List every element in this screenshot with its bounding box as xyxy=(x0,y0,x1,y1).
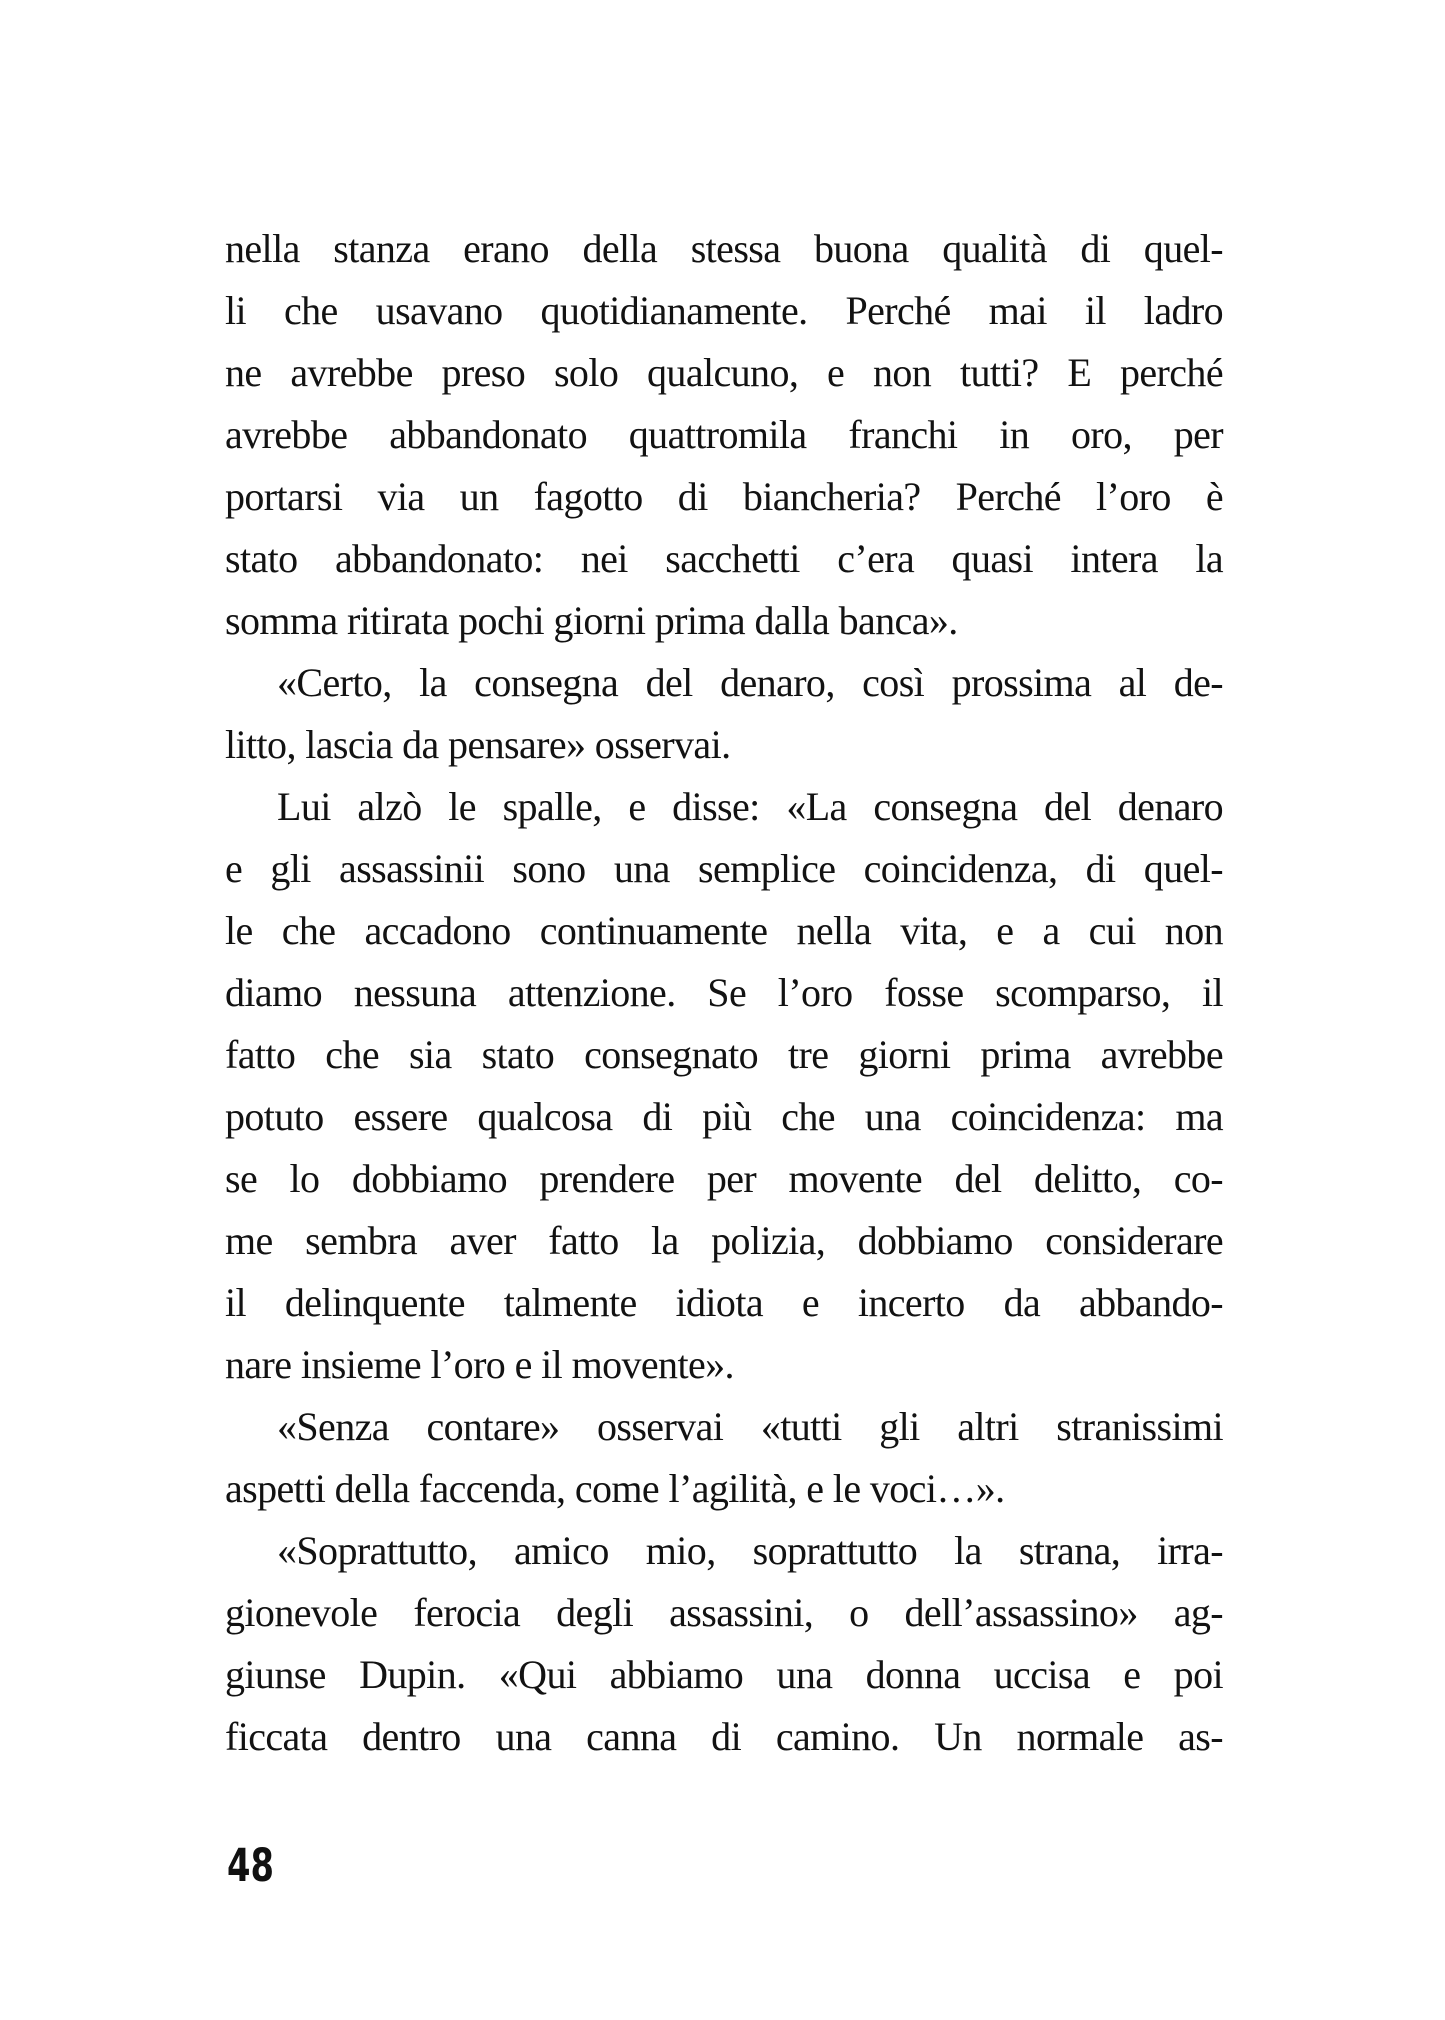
text-line: portarsi via un fagotto di biancheria? Perché l’oro è xyxy=(225,474,1223,519)
text-line: aspetti della faccenda, come l’agilità, e le voci…». xyxy=(225,1466,1005,1511)
text-line: diamo nessuna attenzione. Se l’oro fosse scomparso, il xyxy=(225,970,1223,1015)
text-line: me sembra aver fatto la polizia, dobbiamo considerare xyxy=(225,1218,1223,1263)
text-line: gionevole ferocia degli assassini, o dell’assassino» ag- xyxy=(225,1590,1223,1635)
text-line: stato abbandonato: nei sacchetti c’era quasi intera la xyxy=(225,536,1223,581)
text-line: avrebbe abbandonato quattromila franchi in oro, per xyxy=(225,412,1223,457)
text-line: e gli assassinii sono una semplice coincidenza, di quel- xyxy=(225,846,1223,891)
text-line: «Senza contare» osservai «tutti gli altri stranissimi xyxy=(277,1404,1223,1449)
text-line: potuto essere qualcosa di più che una coincidenza: ma xyxy=(225,1094,1223,1139)
text-line: il delinquente talmente idiota e incerto da abbando- xyxy=(225,1280,1223,1325)
text-line: somma ritirata pochi giorni prima dalla banca». xyxy=(225,598,958,643)
text-line: nella stanza erano della stessa buona qualità di quel- xyxy=(225,226,1223,271)
text-line: litto, lascia da pensare» osservai. xyxy=(225,722,731,767)
body-text xyxy=(225,218,1223,1768)
text-line: se lo dobbiamo prendere per movente del delitto, co- xyxy=(225,1156,1223,1201)
text-line: ficcata dentro una canna di camino. Un normale as- xyxy=(225,1714,1223,1759)
text-line: ne avrebbe preso solo qualcuno, e non tutti? E perché xyxy=(225,350,1223,395)
text-line: «Certo, la consegna del denaro, così prossima al de- xyxy=(277,660,1223,705)
page-number-value: 48 xyxy=(227,1839,274,1892)
text-line: li che usavano quotidianamente. Perché mai il ladro xyxy=(225,288,1223,333)
text-line: giunse Dupin. «Qui abbiamo una donna uccisa e poi xyxy=(225,1652,1223,1697)
text-line: le che accadono continuamente nella vita, e a cui non xyxy=(225,908,1223,953)
page-number xyxy=(227,1839,274,1892)
text-line: «Soprattutto, amico mio, soprattutto la strana, irra- xyxy=(277,1528,1223,1573)
text-line: fatto che sia stato consegnato tre giorni prima avrebbe xyxy=(225,1032,1223,1077)
text-line: nare insieme l’oro e il movente». xyxy=(225,1342,734,1387)
text-line: Lui alzò le spalle, e disse: «La consegna del denaro xyxy=(277,784,1223,829)
